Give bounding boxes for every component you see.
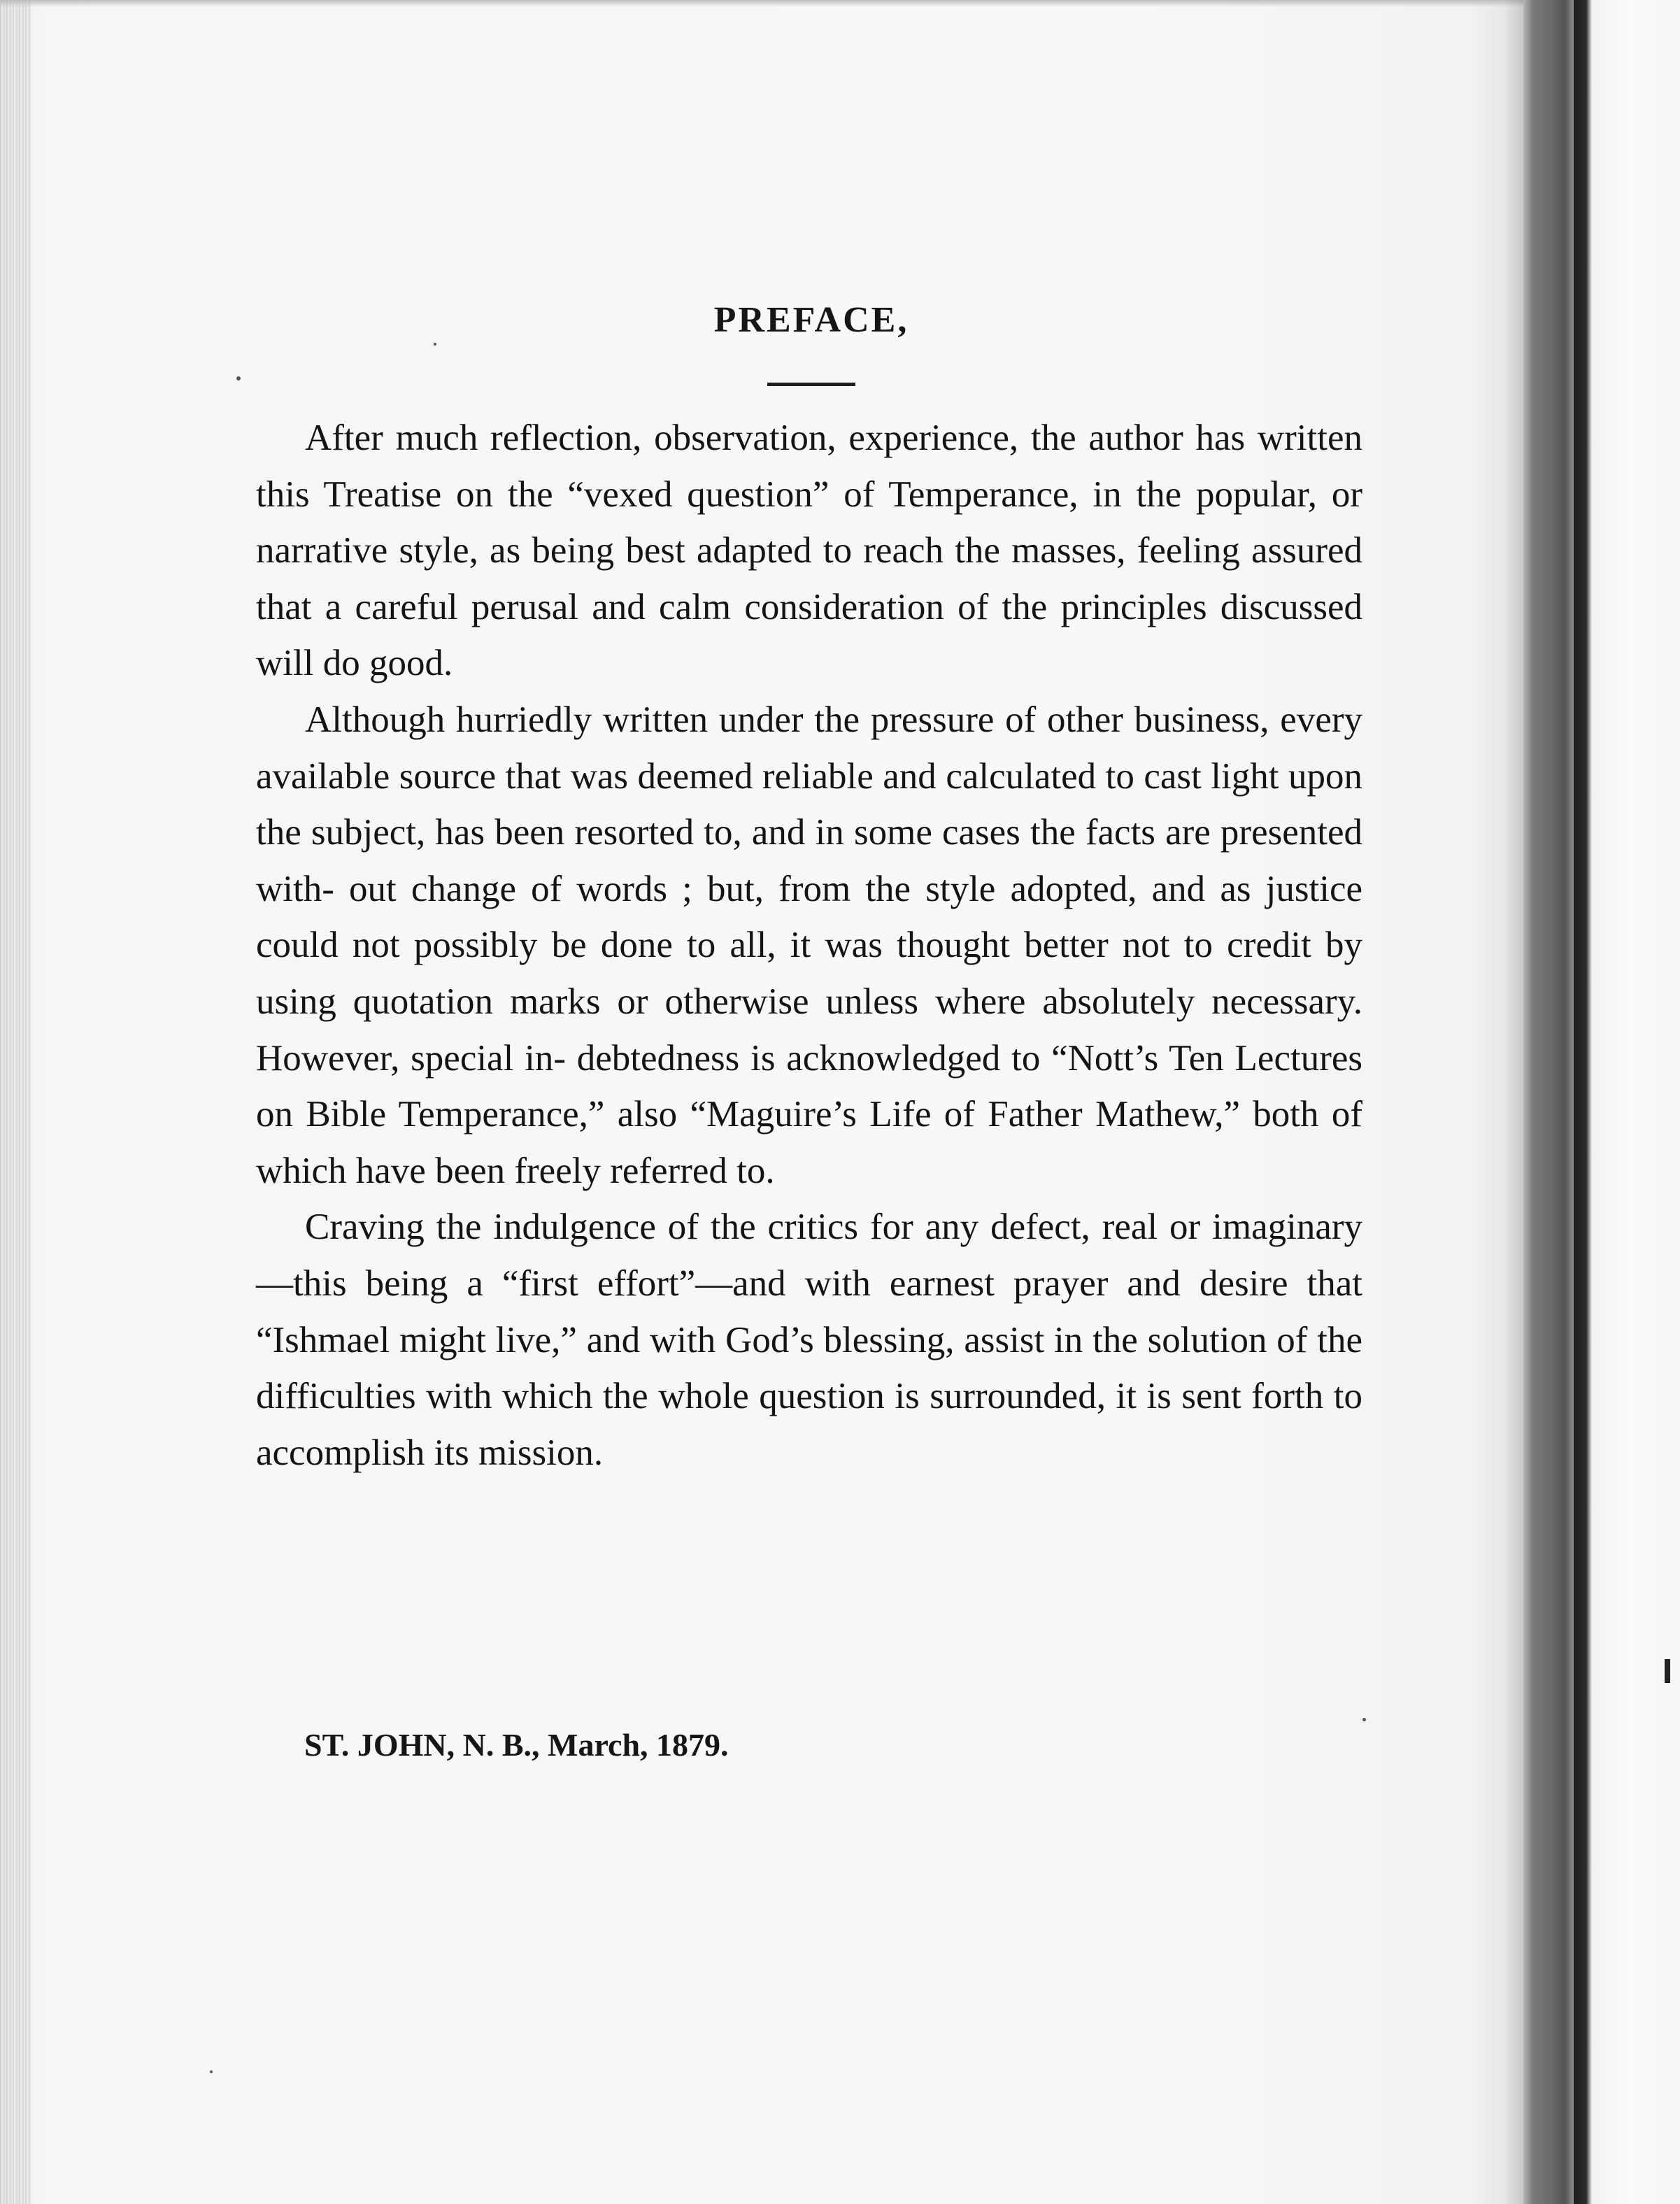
- paper-speck: [434, 343, 436, 346]
- book-gutter: [1523, 0, 1574, 2204]
- paragraph: Although hurriedly written under the pressure of other business, every available source that was deemed reliable and calculated to cast light upon the subject, has been resorted to, and in some cases the facts are presented with- out change of words ; but, from the style adopted, and as justice could not possibly be done to all, it was thought better not to credit by using quotation marks or otherwise unless where absolutely necessary. However, special in- debtedness is acknowledged to “Nott’s Ten Lectures on Bible Temperance,” also “Maguire’s Life of Father Mathew,” both of which have been freely referred to.: [256, 699, 1362, 1191]
- dateline: ST. JOHN, N. B., March, 1879.: [304, 1727, 729, 1763]
- gutter-shadow: [1504, 0, 1525, 2204]
- paragraph: After much reflection, observation, experience, the author has written this Treatise on the “vexed question” of Temperance, in the popular, or narrative style, as being best adapted to reach the masses, feeling assured that a careful perusal and calm consideration of the principles discussed will do good.: [256, 418, 1362, 684]
- page-top-edge: [0, 0, 1523, 7]
- facing-page-mark: [1665, 1659, 1670, 1683]
- paper-speck: [236, 376, 241, 381]
- facing-page-edge: [1574, 0, 1680, 2204]
- paragraph: Craving the indulgence of the critics for any defect, real or imaginary—this being a “first effort”—and with earnest prayer and desire that “Ishmael might live,” and with God’s blessing, assist in the solution of the difficulties with which the whole question is surrounded, it is sent forth to accomplish its mission.: [256, 1207, 1362, 1473]
- title-rule: [767, 383, 855, 386]
- page-left-edge: [0, 0, 31, 2204]
- page-title: PREFACE,: [713, 300, 909, 340]
- paper-speck: [210, 2070, 213, 2073]
- paper-speck: [1362, 1718, 1366, 1721]
- preface-body: [256, 410, 1362, 1481]
